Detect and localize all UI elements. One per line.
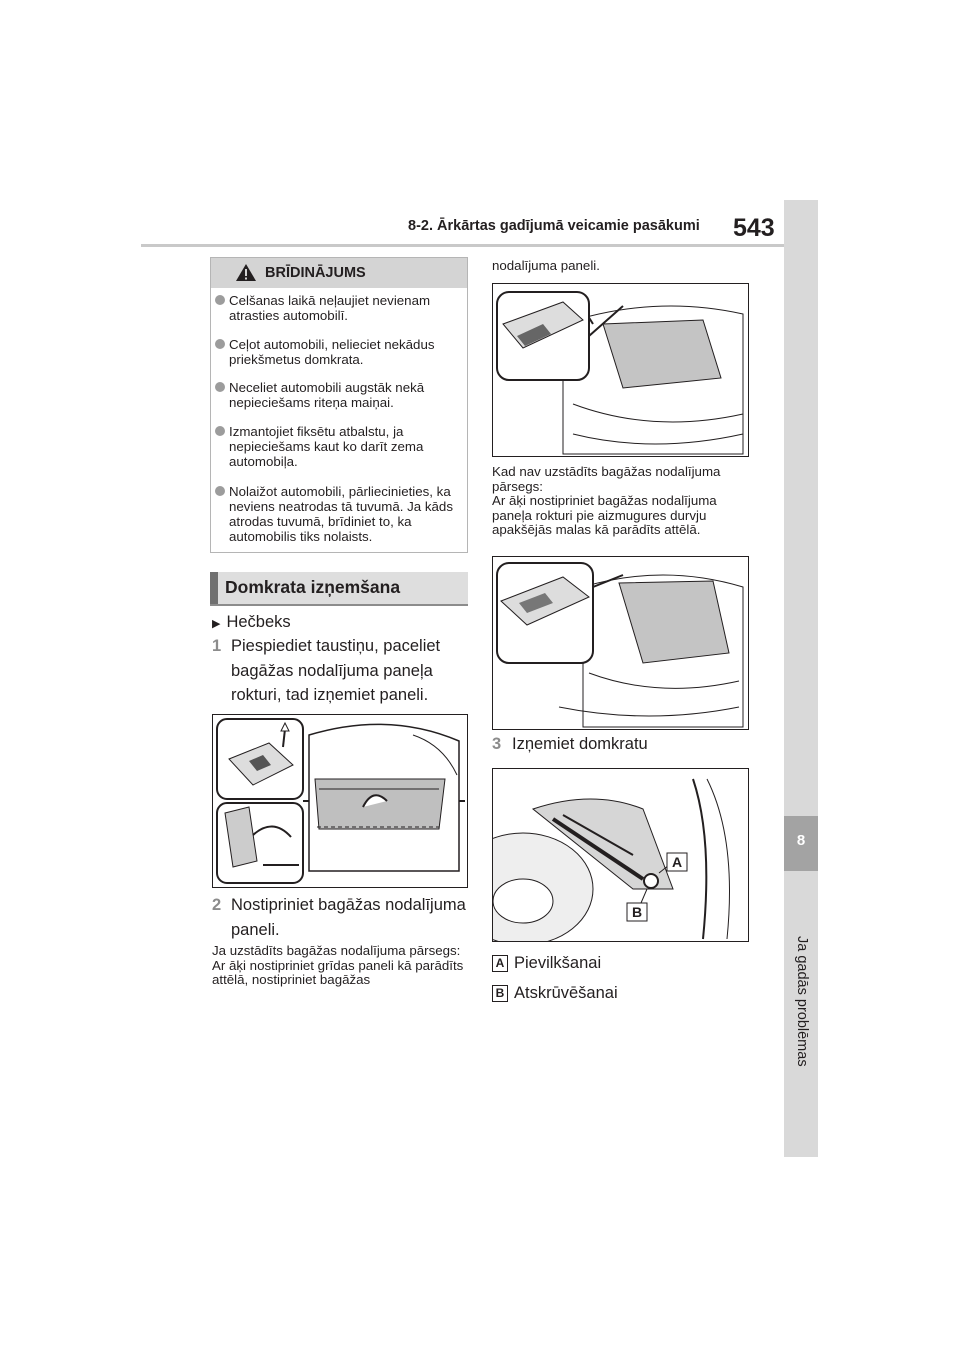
step-3: [492, 732, 749, 756]
step-text: Piespiediet taustiņu, paceliet bagāžas nodalījuma paneļa rokturi, tad izņemiet paneli.: [231, 637, 441, 704]
warning-triangle-icon: [235, 263, 257, 282]
warning-item: Izmantojiet fiksētu atbalstu, ja nepieciešams kaut ko darīt zema automobiļa.: [215, 424, 461, 469]
right-arrow-icon: ▶: [212, 618, 221, 630]
section-heading-bar: [210, 572, 218, 604]
warning-item: Ceļot automobili, nelieciet nekādus priekšmetus domkrata.: [215, 337, 461, 367]
circle-bullet-icon: [215, 486, 225, 496]
chapter-label: [772, 936, 832, 1067]
circle-bullet-icon: [215, 426, 225, 436]
circle-bullet-icon: [215, 382, 225, 392]
section-heading: [210, 572, 468, 604]
warning-item: Neceliet automobili augstāk nekā nepieciešams riteņa maiņai.: [215, 380, 461, 410]
section-heading-title: Domkrata izņemšana: [225, 577, 401, 597]
chapter-number: 8: [796, 832, 806, 849]
warning-box: [210, 257, 468, 553]
circle-bullet-icon: [215, 295, 225, 305]
model-line: [212, 610, 291, 636]
callout-text: Atskrūvēšanai: [514, 984, 618, 1002]
step-text: Nostipriniet bagāžas nodalījuma paneli.: [231, 896, 466, 939]
step-2: [212, 893, 468, 942]
model-label: Hečbeks: [226, 613, 291, 631]
step-1: [212, 634, 462, 708]
figure-hook-without-cover: [492, 556, 749, 730]
note-without-cover: Kad nav uzstādīts bagāžas nodalījuma pārsegs: Ar āķi nostipriniet bagāžas nodalījuma paneļa rokturi pie aizmugures durvju apakšējās malas kā parādīts attēlā.: [492, 464, 721, 537]
warning-title: BRĪDINĀJUMS: [265, 265, 366, 281]
warning-item: Nolaižot automobili, pārliecinieties, ka neviens neatrodas tā tuvumā. Ja kāds atrodas tuvumā, brīdiniet to, ka automobilis tiks nolaists.: [215, 484, 461, 544]
figure-hook-with-cover: [492, 283, 749, 457]
section-rule: [210, 604, 468, 606]
figure-panel-release-illustration: [213, 715, 468, 888]
figure-hook-without-cover-illustration: [493, 557, 749, 730]
chapter-label-text: Ja gadās problēmas: [794, 936, 810, 1067]
figure-jack-removal-illustration: [493, 769, 749, 942]
step-number: 3: [492, 735, 502, 753]
callout-a: [492, 951, 601, 975]
warning-item: Celšanas laikā neļaujiet nevienam atrasties automobilī.: [215, 293, 461, 323]
step-number: 2: [212, 896, 222, 914]
figure-hook-with-cover-illustration: [493, 284, 749, 457]
page-number: 543: [733, 214, 775, 242]
header-rule: [141, 244, 784, 247]
step-number: 1: [212, 637, 222, 655]
warning-header: [211, 258, 467, 288]
step-text: Izņemiet domkratu: [512, 735, 648, 753]
callout-label-box: A: [492, 955, 508, 972]
section-header: 8-2. Ārkārtas gadījumā veicamie pasākumi: [408, 218, 700, 234]
callout-label-box: B: [492, 985, 508, 1002]
continuation-text: nodalījuma paneli.: [492, 258, 600, 273]
figure-jack-removal: [492, 768, 749, 942]
callout-b-marker: B: [631, 904, 643, 920]
figure-panel-release: [212, 714, 468, 888]
callout-text: Pievilkšanai: [514, 954, 602, 972]
callout-a-marker: A: [671, 854, 683, 870]
circle-bullet-icon: [215, 339, 225, 349]
callout-b: [492, 981, 618, 1005]
note-with-cover: Ja uzstādīts bagāžas nodalījuma pārsegs: Ar āķi nostipriniet grīdas paneli kā parādīts attēlā, nostipriniet bagāžas: [212, 943, 464, 987]
